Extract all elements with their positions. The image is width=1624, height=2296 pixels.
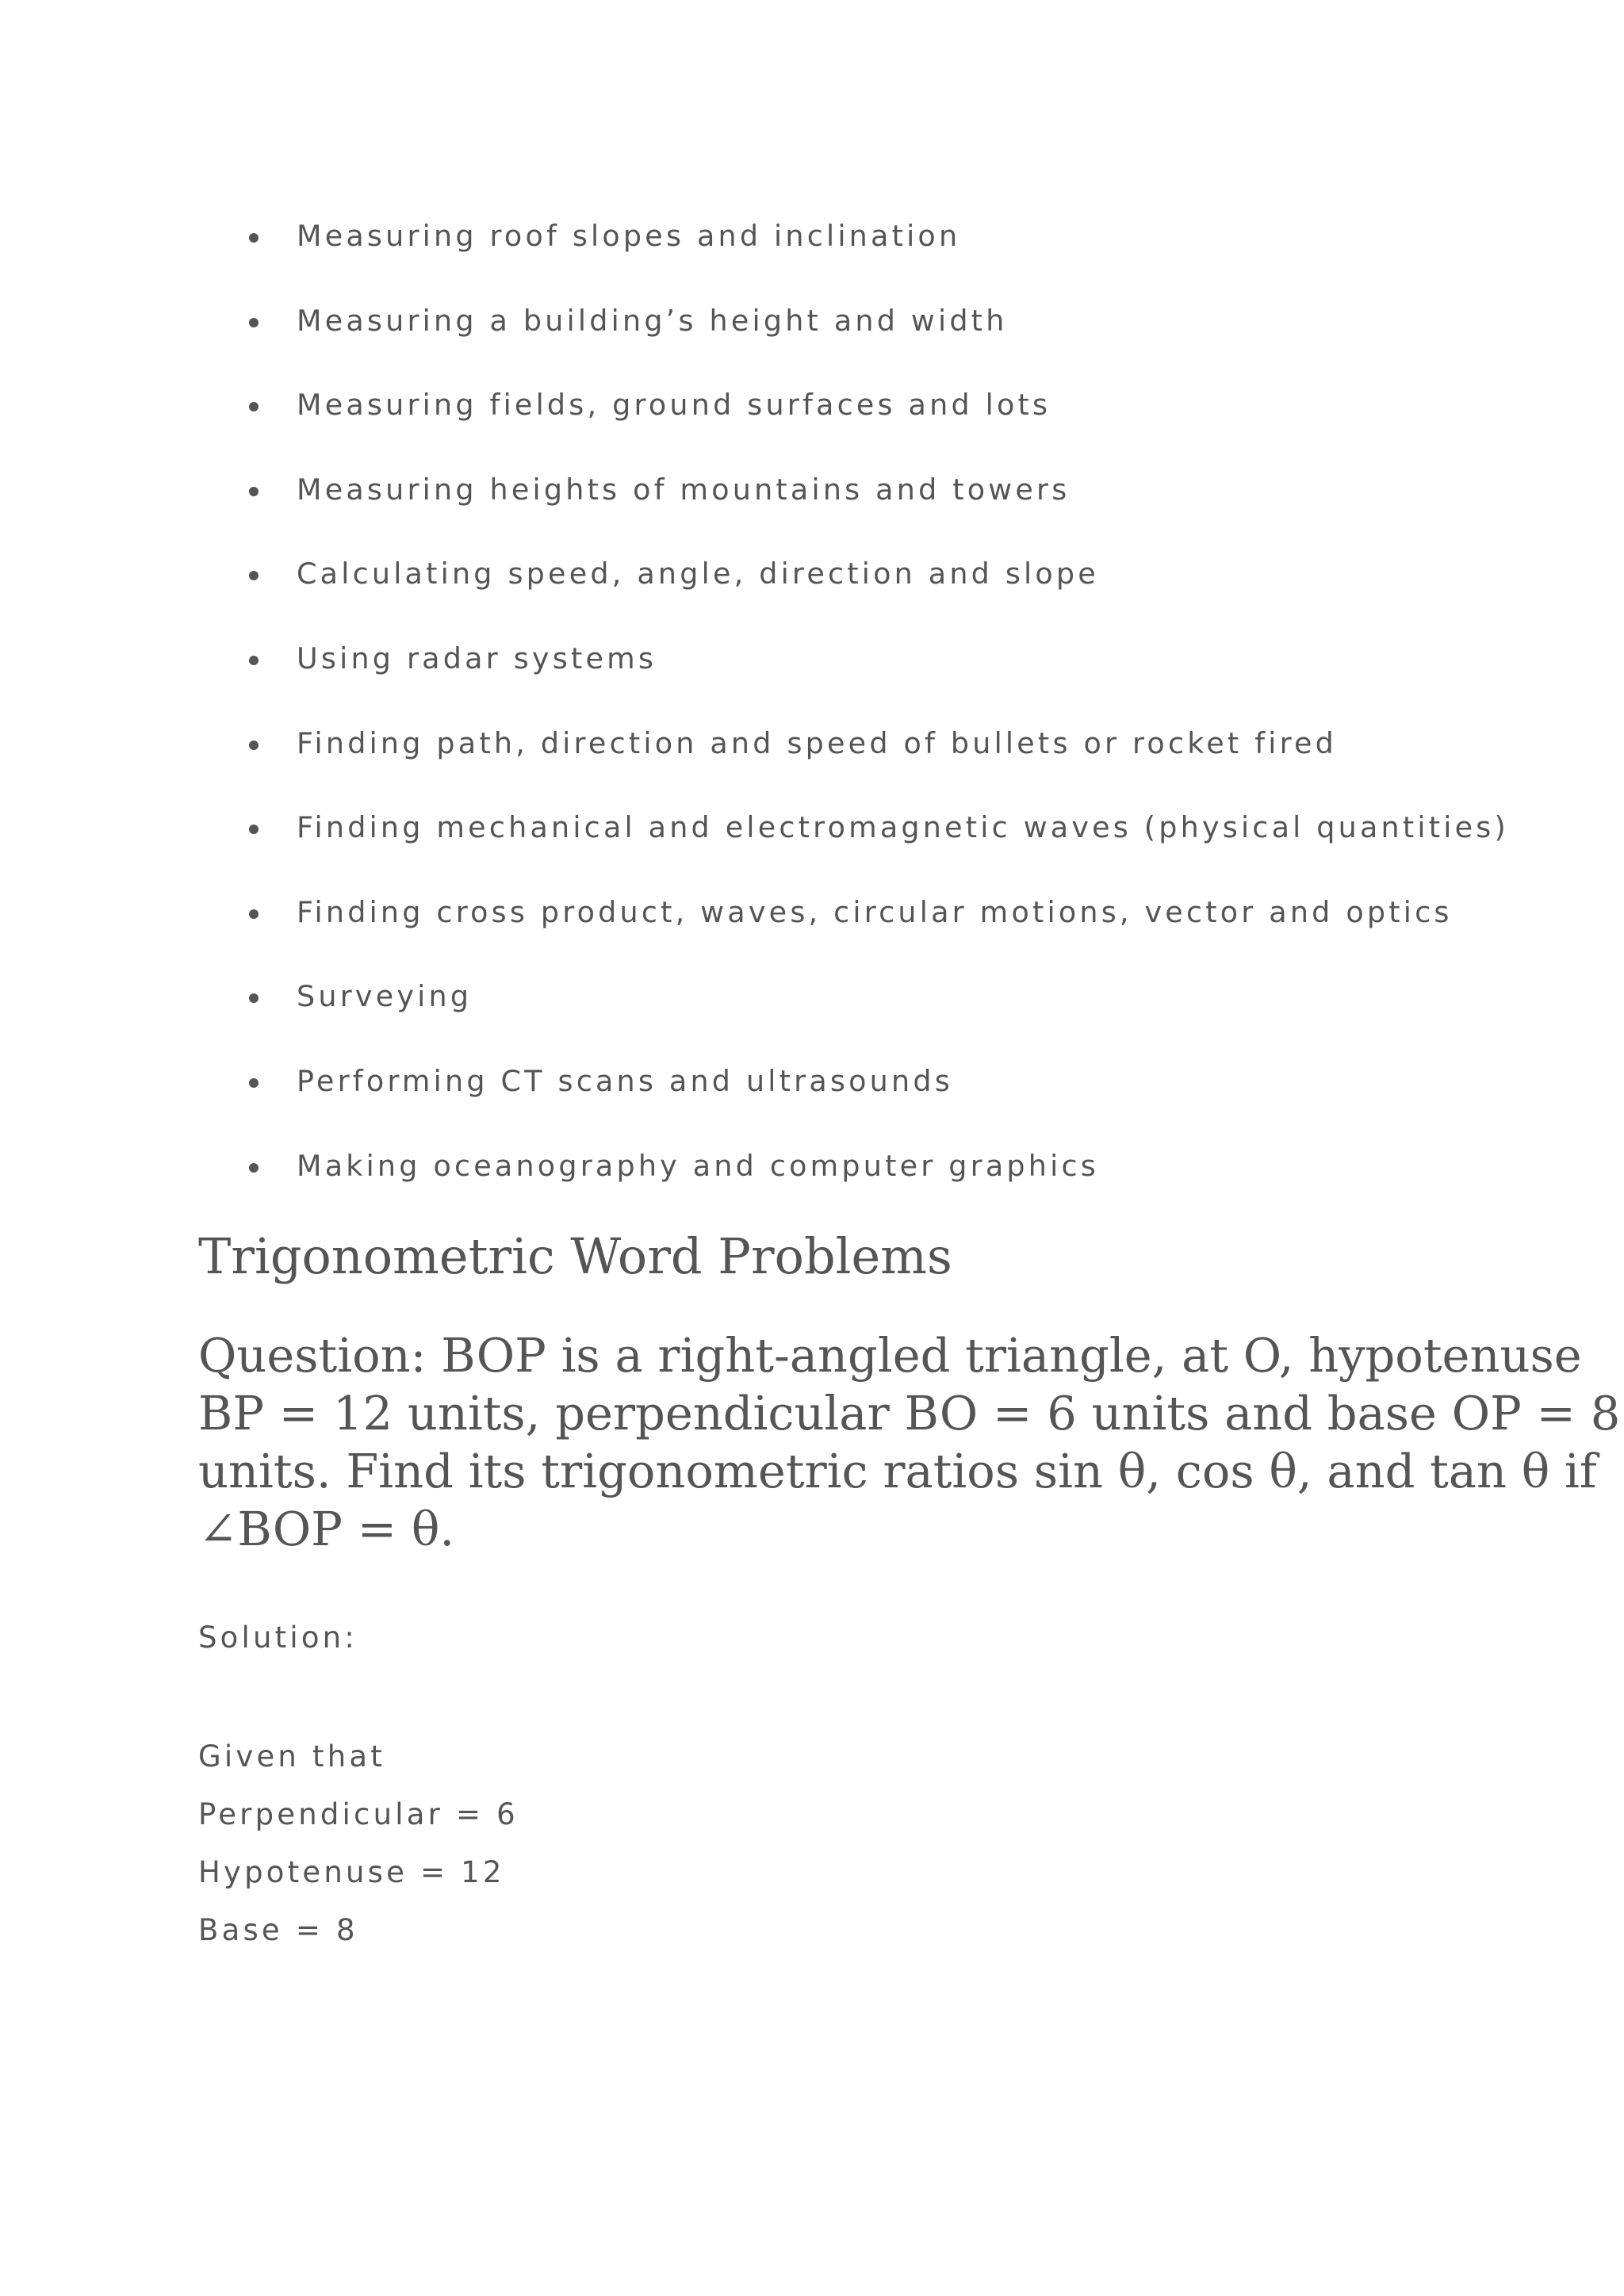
bullet-icon [249, 825, 259, 834]
list-item [198, 468, 1435, 553]
applications-list [198, 214, 1509, 1228]
section-heading: Trigonometric Word Problems [198, 1227, 952, 1285]
list-item [198, 974, 1435, 1059]
list-item [198, 214, 1435, 299]
list-item [198, 383, 1435, 468]
bullet-icon [249, 571, 259, 580]
list-item-text: Calculating speed, angle, direction and slope [297, 557, 1099, 591]
bullet-icon [249, 993, 259, 1003]
bullet-icon [249, 656, 259, 665]
list-item [198, 806, 1509, 890]
bullet-icon [249, 318, 259, 327]
list-item [198, 552, 1435, 637]
list-item-text: Finding mechanical and electromagnetic waves (physical quantities) [297, 810, 1509, 845]
given-line: Perpendicular = 6 [198, 1797, 519, 1831]
list-item [198, 299, 1435, 384]
solution-label: Solution: [198, 1621, 358, 1655]
bullet-icon [249, 233, 259, 243]
list-item-text: Surveying [297, 979, 473, 1014]
given-line: Base = 8 [198, 1913, 358, 1947]
given-values [198, 1735, 519, 1966]
list-item-text: Measuring fields, ground surfaces and lots [297, 388, 1051, 423]
bullet-icon [249, 740, 259, 750]
bullet-icon [249, 909, 259, 919]
question-line: BP = 12 units, perpendicular BO = 6 units and base OP = 8 [198, 1386, 1621, 1441]
list-item [198, 1059, 1435, 1144]
bullet-icon [249, 402, 259, 411]
given-line: Hypotenuse = 12 [198, 1855, 505, 1889]
list-item-text: Performing CT scans and ultrasounds [297, 1063, 953, 1098]
list-item [198, 721, 1435, 806]
list-item-text: Using radar systems [297, 641, 657, 675]
given-line: Given that [198, 1739, 385, 1774]
bullet-icon [249, 1078, 259, 1088]
list-item-text: Finding cross product, waves, circular motions, vector and optics [297, 894, 1453, 929]
bullet-icon [249, 487, 259, 496]
list-item-text: Measuring a building’s height and width [297, 303, 1008, 338]
list-item-text: Making oceanography and computer graphics [297, 1148, 1099, 1183]
list-item-text: Finding path, direction and speed of bullets or rocket fired [297, 725, 1338, 760]
question-line: ∠BOP = θ. [198, 1502, 455, 1556]
list-item [198, 890, 1453, 975]
list-item [198, 1144, 1435, 1229]
question-paragraph [198, 1326, 1621, 1558]
question-line: Question: BOP is a right-angled triangle, at O, hypotenuse [198, 1328, 1582, 1383]
list-item-text: Measuring heights of mountains and towers [297, 472, 1071, 507]
list-item [198, 637, 1435, 721]
list-item-text: Measuring roof slopes and inclination [297, 219, 961, 253]
question-line: units. Find its trigonometric ratios sin θ, cos θ, and tan θ if [198, 1444, 1597, 1498]
bullet-icon [249, 1163, 259, 1173]
